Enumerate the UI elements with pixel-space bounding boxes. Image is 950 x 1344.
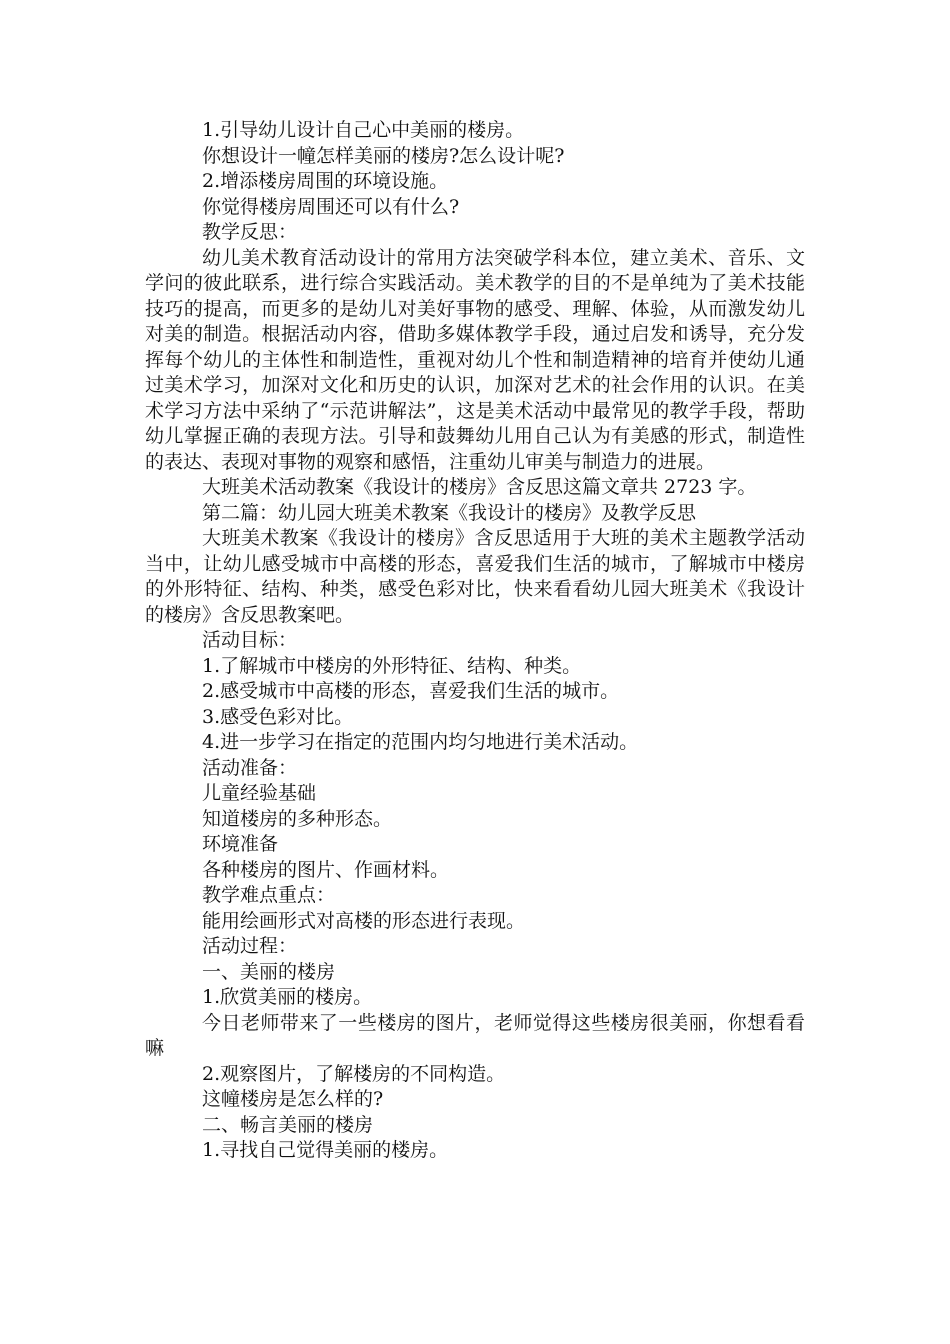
- list-item: 2.感受城市中高楼的形态，喜爱我们生活的城市。: [202, 680, 620, 702]
- paragraph: 各种楼房的图片、作画材料。: [202, 858, 450, 881]
- paragraph: 一、美丽的楼房: [202, 960, 336, 983]
- section-heading: 活动目标：: [202, 629, 298, 651]
- paragraph: 二、畅言美丽的楼房: [202, 1113, 374, 1136]
- paragraph: 2.增添楼房周围的环境设施。: [202, 170, 449, 192]
- paragraph: 知道楼房的多种形态。: [202, 807, 393, 830]
- paragraph: 这幢楼房是怎么样的?: [202, 1088, 384, 1110]
- list-item: 1.寻找自己觉得美丽的楼房。: [202, 1139, 449, 1161]
- paragraph: 今日老师带来了一些楼房的图片，老师觉得这些楼房很美丽，你想看看嘛: [145, 1011, 805, 1059]
- paragraph: 大班美术活动教案《我设计的楼房》含反思这篇文章共 2723 字。: [202, 476, 757, 498]
- list-item: 1.了解城市中楼房的外形特征、结构、种类。: [202, 654, 582, 677]
- paragraph: 你想设计一幢怎样美丽的楼房?怎么设计呢?: [202, 144, 565, 167]
- list-item: 2.观察图片，了解楼房的不同构造。: [202, 1062, 506, 1085]
- list-item: 3.感受色彩对比。: [202, 705, 354, 728]
- paragraph: 大班美术教案《我设计的楼房》含反思适用于大班的美术主题教学活动当中，让幼儿感受城市中高楼的形态，喜爱我们生活的城市，了解城市中楼房的外形特征、结构、种类，感受色彩对比，快来看看幼儿园大班美术《我设计的楼房》含反思教案吧。: [145, 527, 805, 626]
- paragraph: 儿童经验基础: [202, 782, 317, 804]
- section-heading: 活动准备：: [202, 756, 298, 779]
- section-heading: 第二篇：幼儿园大班美术教案《我设计的楼房》及教学反思: [202, 501, 697, 524]
- list-item: 1.欣赏美丽的楼房。: [202, 986, 373, 1008]
- section-heading: 活动过程：: [202, 935, 298, 957]
- paragraph: 幼儿美术教育活动设计的常用方法突破学科本位，建立美术、音乐、文学问的彼此联系，进行综合实践活动。美术教学的目的不是单纯为了美术技能技巧的提高，而更多的是幼儿对美好事物的感受、理解、体验，从而激发幼儿对美的制造。根据活动内容，借助多媒体教学手段，通过启发和诱导，充分发挥每个幼儿的主体性和制造性，重视对幼儿个性和制造精神的培育并使幼儿通过美术学习，加深对文化和历史的认识，加深对艺术的社会作用的认识。在美术学习方法中采纳了“示范讲解法”，这是美术活动中最常见的教学手段，帮助幼儿掌握正确的表现方法。引导和鼓舞幼儿用自己认为有美感的形式，制造性的表达、表现对事物的观察和感悟，注重幼儿审美与制造力的进展。: [145, 246, 805, 473]
- paragraph: 能用绘画形式对高楼的形态进行表现。: [202, 909, 526, 932]
- paragraph: 1.引导幼儿设计自己心中美丽的楼房。: [202, 119, 525, 141]
- section-heading: 教学反思：: [202, 221, 298, 243]
- list-item: 4.进一步学习在指定的范围内均匀地进行美术活动。: [202, 731, 639, 753]
- paragraph: 你觉得楼房周围还可以有什么?: [202, 195, 460, 218]
- paragraph: 环境准备: [202, 833, 279, 855]
- section-heading: 教学难点重点：: [202, 884, 336, 906]
- document-body: [145, 118, 805, 1164]
